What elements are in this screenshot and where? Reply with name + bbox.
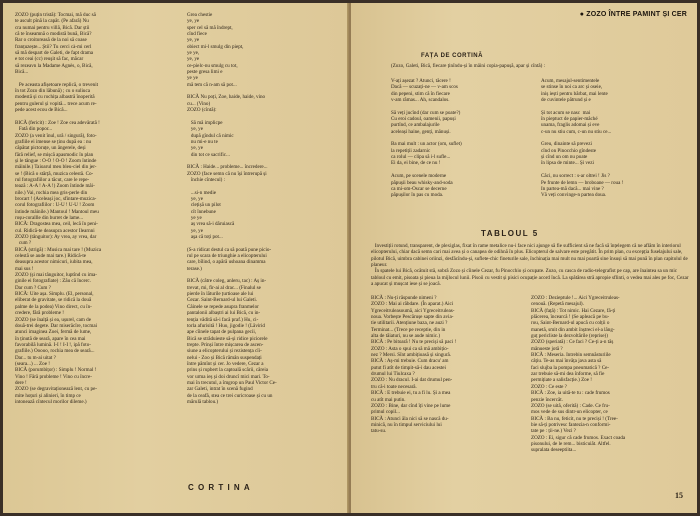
scene-title: FAȚA DE CORTINĂ <box>421 53 483 59</box>
stage-direction: Investiții rotund, transparent, de plexiglas, fixat în rame metalice nu-i face nici ajunge să fie sufficient să ne facă să înțelegem că ne aflăm în interiorul elicopterului, chiar dacă semn cari mai avea și o canapea de odihnă în plus. Elicopterul de salvare este pregătit. În prim plan, cu excepția fuselajului sale, pilotul Bică, uimbra cabinei oriinzi, desfăcîndu-și, suflete-chic fineturile sale, închinația mai mult nu mai poartă sine însuși să mai pună în plan capitolul de planeur. În spatele lui Bică, ocătuit stă, sobră Zozo și cîinele Cezar, fu Pinocchio și ocupate. Zozo, cu casca de radio-telegrafist pe cap, are înaintea sa un mic tabloul cu emit, pisoata și pieua la mijlocul lunii. Pisoii cu vestit și pisici ocupație acord încă. La spătărea stră apropie sflinti, o vedea mai ales pe foc, Cezar a apucat și mușcat iese și se joacă. <box>371 243 689 288</box>
verse-left: V-ați așezat ? Atunci, tăcere ! Dacă — scuzați-ne — v-am scos din pepeni, stim că în fiecare v-am rămas... Ah, scandalos. Să veți jucînd (dar cum se poate?) Cu eroi cadoul, oamenii, papuși purtînd, ce ambalajurile aceleași haine, genți, mânuși. Ba mai mult : un actor (om, suflet) la repetiții zadarnic ca rolul — clipa să i-l sufle... Ei da, ei bine, de ce nu ! Acum, pe scenele moderne păpușii beau whisky-and-soda ca mi-om-Oscar se decerne păpușilor în pas cu moda. <box>391 78 462 199</box>
right-page-column-2: ZOZO : Dezieptule !... Aici Ygreceitruleas- cenouă. (Repetă mesajul). BICĂ (față) : Tot nimic. Hai Cezare, fă-ți plăcerea, încearcă ! (Se apleacă pe bu- rou, Saint-Bernard-ul apucă cu colții o manetă, smit din ambit înștreci el-a lăng- guț pericliste la dezvoltările (reprise)) ZOZO (speriată) : Ce faci ? Ce-ți a-n tăș mânueste jotă ? BICĂ : Meseria. Intrebin semnăsturiile câțiu. Te-as mai învăța java asta să faci slujba la pompa pneumatică ? Ce- zar trebuie să-mi dea înforme, să fie permițiate a salisfacție.) Zoe ! ZOZO : Ce este ? BICĂ : Zoe, ia uită-te tu : cade frumos penzie încercăt. ZOZO (se uită, oferită) : Cade. Ce fru- mos vede de sus dintr-un elicopter, ce BICĂ : Ba nu, feticit, nu te preciși ! (Tree- bie să-ți potrivesc fantezia-n conformi- tate pe : ții-ne.) Vezi ? ZOZO : Ei, sigur că cade frumos. Exact coada pisonului, de le rem... bisticuiăt. Altfel. supralata deseeptiita... <box>531 295 626 454</box>
right-page-column-1: BICĂ : Nu-ți răspunde nimeni ? ZOZO : Mai ai răbdare. (În aparat.) Aici Ygreceitruleasoumă, aici Ygreceitruleas- noua. Vorbește Pescărușe sapte din avia- tie utilitarii. Atențiune baza, ne auzi ? Terminat... (Trece pe receptie, din in alta de tăiaturi, nu se aude nimic.) BICĂ : Pe bitoară ! Nu te preciși să paci ! ZOZO : Asta o spui ca să mă ambițio- nez ? Mersi. Sînt ambițioasă și singură. BICĂ : Aș-mi trebuie. Cum dracu' am putut fi atît de timpit-să-i dau acestei drumul lui Tiulcaxa ? ZOZO : Nu dracul. I-ai dat drumul pen- tru că-i toate necesară. BICĂ : E trebuie ei, tu a fi lu. Și a mea cu atît mai putin. ZOZO : Bine, dar cînd îți vine pe lume primul copil... BICĂ : Atunci ăla nici să se nască du- minică, nu în timpul serviciului lui tatu-su. <box>371 295 457 435</box>
left-page-column-2: Grea chestie ye, ye sper cel să mă îndrept, cînd fiece ye, ye obiect mi-l smulg din piept, ye ye, ye, ye ce-pielc-nu smulg cu tot, peste gresa limi e ye ye mă tem că n-am să pot... BICĂ Nu poți, Zoe, haide, haide, vino cu... (Vino) ZOZO (cîntă): Să mă implicpe ye, ye după gîndul că nimic nu mi-e nu te ye, ye din tot ce sacrific... BICĂ : Haide... probleme... încredere... ZOZO (face semn că nu își întrerupă și închie cîntecul) : ...si-n medie ye, ye clețișă un pilot cît înnebune ye ye aș vrea să-i dăruiască ye, ye aşa că toți pot... (S-a ridicat destul ca să poată pune picio- rul pe scara de triunghie a elicopterului care, bîlind, o apără ushoana dinamma terase.) BICĂ (către coleg, anleru, tac) : Aș in- trevat, mi, fir-ai al drac... (Finalul se pierde în lăturile țurtioase ale lui Cezar. Saint-Bernard-ul lui Galeti. Câinele se repede asupra franmelor pantalonii albaștri ai lui Bică, cu in- tenția vădită să-i facă praf.) Hu, ci- torla afurisită ! Huo, jigodie ! (Lăvirid ape cîinele tapat de pulpana gecii, Bică se străduieste să-și ridice piciorele trepte. Prinși între mișcarea de ascen- siune a elicopterului și rezistența cîi- nelui - Zoo și Bică rămân suspendați între pămînt și cer. Jo vedere, Cezar a prins și rupbert la captoală scării, căreia vor urma ieș și doi druncî mici mari. To- mai în trecutul, a îmgrop un Paul Victor Ce- zar Galeti, intrat în scenă fugind de la ceafă, stea ce trei curicroase și cu un mărulă tablou.) <box>187 12 277 405</box>
page-number: 15 <box>675 491 683 500</box>
cortina-label: CORTINA <box>188 483 254 492</box>
right-page <box>351 3 697 513</box>
tablou-title: TABLOUL 5 <box>481 229 539 238</box>
running-title: ● ZOZO ÎNTRE PAMINT ȘI CER <box>579 11 687 18</box>
verse-right: Acum, mesajul-sentimentele se stinse în noi ca arc și oseie, iniș iești pentru bărbat, mai lente de cuvintele pătrund și e Și tot acum se nasc mai în pieptuct de papier-mâché unama, fraglis adomai și eve c-un nu stiu cum, c-un nu stiu ce... Greu, dinainte să prevezi cînd on Pinocchio gîndeste și cînd un om nu poate în lipsa de minte... Și vezi Căci, nu sorrect : s-ar oltrei ! Jis ? Pe frunte de lemn — broboane — roua ! In partea-mă dacă... mai vine ? Vă veți convinge-n partea doua. <box>541 78 624 199</box>
left-page-column-1: ZOZO (puțin tristă): Tocmai, mă duc să te ascult pînă la capăt. (Pe afară) Nu cra numai pentru villă, Bică. Dar știi că te înseamnă o modistă bună, Bică? Rar o croitoreasă de la noi să coase franțuzește... Știi? Tu cerci cà-mi cerl să mă despart de Galeti, de fapt drama e tot ceai (cc) reuşit să fac, măcar să rezeavn la Madame Agnès, o, Bică, Bică... Pe aceasta afișetoare replică, o trevenit în tot Zozo din lăbună) ; cu o suliuca modestă și cu rochița albastră înoperită pentru gulerul și vopită... trece acum re- pede acest ecou de Bică... BICĂ (fericit) : Zoe ! Zoe cea adevărată ! Fată din popor... ZOZO (a venit înul, ură / singură), foto- grafiile ei imense se ținu după ea : nu căpătat pictoruțe, un ângerele, deși fără relief, se mișcă apasmodic în plan și le tângue : O-O ! O-O ! Zoom întinde mâinile.) Taioarul meu bleu-ciel din jer- se ! (Bică o stărță, muzica celestă. Co- rul fotografiilor a tăcut, care le repe- tează : A-A ! A-A !) Zoom întinde mâi- nile.) Vai, rochia mea gris-perle din brocart ! (Aceleași joc, sfintare-muzica- corul fotografiilor : U-U ! U-U ! Zoom întinde mâinile.) Mantoul ! Mantoul meu roșu-corallle din burret de lame... BICĂ: Dragostea mea, ceil, lecă în peni- cul. Ridică-te deasupra acestor Ilearnni ZOZO (tânguitor): Ay vrea, ay vrea, dar cum ? BICĂ (strigă) : Musica mai tare ! (Muzica celestă se aude mai tare.) Ridică-te deasupra acestor nimicuri, iubita mea, mai sus ! ZOZO (și mai tânguitor, luptînd cu ima- ginile ei fotografiate) : Zău că încerc. Dar cum ? Cum ? BICĂ: Uite așa. Simplu. (El, personal, eliberat de gravitate, se ridică la două palme de la podea) Vino direct, cu în- credere, fără probleme ! ZOZO (se înalță și ea, ușurel, cam de două-trei degete. Dar miserăcîre, tocmai atunci imaginea Zoei, fermă de lume, în ținută de seară, apare în cea mai favorabilă lumină. I-I ! I-I !, ipă foto- grafiile.) Ooooo, rochia mea de seară... Dar... tu m-ai uitat ? (seara...) ... Zoe ! BICĂ (porumbițor) : Simplu ! Normal ! Vino ! Fără probleme ! Vino cu încre- dere ! ZOZO (se degravitaționează lent, cu pe- mite hoțuri și alinieri, în timp ce intonează cîntecul morilor dileme.) <box>15 12 102 405</box>
verse-intro: (Zozo, Galeti, Bică, fiecare ținîndu-și în mâini copia-papușă, apar și cîntă) : <box>391 63 546 69</box>
left-page <box>3 3 349 513</box>
book-spread <box>3 3 697 513</box>
